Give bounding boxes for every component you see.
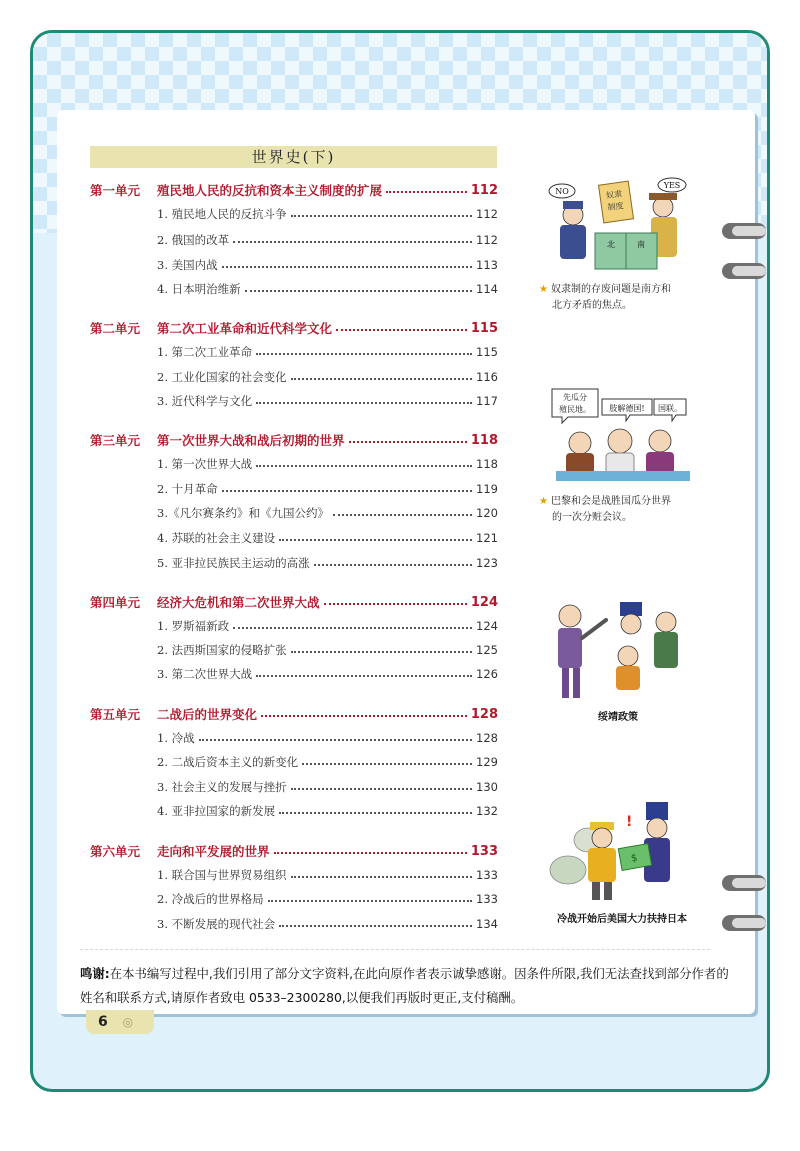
- item-page: 125: [476, 643, 498, 657]
- item-page: 112: [476, 233, 498, 247]
- label-south: 南: [637, 240, 645, 249]
- svg-text:制度: 制度: [607, 201, 625, 213]
- leader-dots: [256, 675, 472, 677]
- item-title: 3.《凡尔赛条约》和《九国公约》: [157, 506, 329, 520]
- unit-heading[interactable]: [90, 592, 498, 612]
- divider: [80, 949, 710, 950]
- item-page: 128: [476, 731, 498, 745]
- item-page: 126: [476, 667, 498, 681]
- item-title: 2. 冷战后的世界格局: [157, 892, 264, 906]
- toc-item[interactable]: [157, 640, 498, 660]
- leader-dots: [291, 378, 472, 380]
- item-page: 112: [476, 207, 498, 221]
- svg-text:国联。: 国联。: [658, 404, 682, 413]
- item-page: 130: [476, 780, 498, 794]
- unit-title: 经济大危机和第二次世界大战: [157, 595, 320, 610]
- leader-dots: [324, 603, 467, 605]
- svg-text:!: !: [626, 814, 633, 830]
- leader-dots: [386, 191, 467, 193]
- appeasement-caption: 绥靖政策: [598, 712, 638, 723]
- item-title: 3. 近代科学与文化: [157, 394, 253, 408]
- unit-heading[interactable]: [90, 180, 498, 200]
- unit-heading[interactable]: [90, 704, 498, 724]
- unit-label: 第三单元: [90, 433, 141, 448]
- binder-ring-icon: [722, 912, 766, 934]
- item-page: 132: [476, 804, 498, 818]
- toc-item[interactable]: [157, 391, 498, 411]
- item-title: 5. 亚非拉民族民主运动的高涨: [157, 556, 310, 570]
- toc-item[interactable]: [157, 279, 498, 299]
- toc-item[interactable]: [157, 865, 498, 885]
- leader-dots: [256, 353, 472, 355]
- leader-dots: [274, 852, 467, 854]
- item-title: 1. 罗斯福新政: [157, 619, 230, 633]
- leader-dots: [291, 876, 472, 878]
- unit-title: 第一次世界大战和战后初期的世界: [157, 433, 345, 448]
- toc-item[interactable]: [157, 801, 498, 821]
- toc-item[interactable]: [157, 889, 498, 909]
- leader-dots: [233, 241, 472, 243]
- unit-label: 第二单元: [90, 321, 141, 336]
- unit-page: 112: [470, 182, 498, 198]
- item-page: 133: [476, 892, 498, 906]
- leader-dots: [256, 402, 472, 404]
- item-title: 1. 殖民地人民的反抗斗争: [157, 207, 287, 221]
- svg-text:殖民地。: 殖民地。: [559, 405, 591, 414]
- coldwar-caption: 冷战开始后美国大力扶持日本: [557, 914, 687, 925]
- item-page: 120: [476, 506, 498, 520]
- unit-label: 第六单元: [90, 844, 141, 859]
- leader-dots: [261, 715, 467, 717]
- leader-dots: [291, 651, 472, 653]
- item-title: 2. 法西斯国家的侵略扩张: [157, 643, 287, 657]
- leader-dots: [291, 215, 472, 217]
- svg-text:奴隶: 奴隶: [605, 189, 623, 201]
- item-page: 119: [476, 482, 498, 496]
- leader-dots: [349, 441, 467, 443]
- toc-item[interactable]: [157, 367, 498, 387]
- toc-item[interactable]: [157, 255, 498, 275]
- star-icon: ★: [539, 284, 548, 295]
- label-north: 北: [607, 240, 615, 249]
- bubble-no: NO: [555, 187, 569, 196]
- ack-text: 在本书编写过程中,我们引用了部分文字资料,在此向原作者表示诚挚感谢。因条件所限,我们无法查找到部分作者的姓名和联系方式,请原作者致电 0533–2300280,以便我们再版时更正,支付稿酬。: [80, 966, 729, 1005]
- item-title: 2. 十月革命: [157, 482, 218, 496]
- binder-ring-icon: [722, 260, 766, 282]
- item-title: 3. 第二次世界大战: [157, 667, 253, 681]
- toc-item[interactable]: [157, 553, 498, 573]
- swirl-icon: ◎: [122, 1015, 134, 1029]
- page-number-value: 6: [98, 1014, 108, 1030]
- paris-caption: ★ 巴黎和会是战胜国瓜分世界 的一次分赃会议。: [539, 496, 671, 523]
- item-page: 118: [476, 457, 498, 471]
- appeasement-illustration: [548, 598, 688, 704]
- leader-dots: [291, 788, 472, 790]
- unit-page: 115: [470, 320, 498, 336]
- item-title: 4. 亚非拉国家的新发展: [157, 804, 276, 818]
- item-title: 1. 冷战: [157, 731, 195, 745]
- acknowledgement: [80, 962, 730, 1010]
- ack-label: 鸣谢:: [80, 966, 110, 981]
- item-title: 4. 日本明治维新: [157, 282, 241, 296]
- item-page: 133: [476, 868, 498, 882]
- toc-item[interactable]: [157, 616, 498, 636]
- unit-label: 第一单元: [90, 183, 141, 198]
- unit-page: 124: [470, 594, 498, 610]
- slavery-caption: ★ 奴隶制的存废问题是南方和 北方矛盾的焦点。: [539, 284, 671, 311]
- item-title: 1. 联合国与世界贸易组织: [157, 868, 287, 882]
- slavery-cartoon-illustration: [545, 175, 695, 280]
- bubble-yes: YES: [663, 181, 681, 190]
- unit-title: 第二次工业革命和近代科学文化: [157, 321, 333, 336]
- item-title: 1. 第二次工业革命: [157, 345, 253, 359]
- svg-text:$: $: [630, 852, 639, 865]
- toc-item[interactable]: [157, 204, 498, 224]
- leader-dots: [336, 329, 467, 331]
- item-page: 121: [476, 531, 498, 545]
- item-page: 123: [476, 556, 498, 570]
- item-page: 114: [476, 282, 498, 296]
- page-number: [86, 1010, 154, 1034]
- leader-dots: [279, 925, 472, 927]
- unit-heading[interactable]: [90, 318, 498, 338]
- svg-text:肢解德国!: 肢解德国!: [609, 404, 645, 413]
- unit-label: 第四单元: [90, 595, 141, 610]
- toc-item[interactable]: [157, 752, 498, 772]
- leader-dots: [233, 627, 472, 629]
- svg-text:先瓜分: 先瓜分: [563, 393, 587, 402]
- item-title: 1. 第一次世界大战: [157, 457, 253, 471]
- item-page: 115: [476, 345, 498, 359]
- leader-dots: [279, 812, 472, 814]
- paris-conference-illustration: [548, 385, 698, 485]
- item-title: 2. 二战后资本主义的新变化: [157, 755, 299, 769]
- leader-dots: [222, 490, 472, 492]
- unit-page: 133: [470, 843, 498, 859]
- leader-dots: [268, 900, 472, 902]
- section-title: 世界史(下): [90, 146, 497, 168]
- item-title: 4. 苏联的社会主义建设: [157, 531, 276, 545]
- unit-label: 第五单元: [90, 707, 141, 722]
- item-title: 2. 俄国的改革: [157, 233, 230, 247]
- leader-dots: [333, 514, 472, 516]
- toc-item[interactable]: [157, 777, 498, 797]
- binder-ring-icon: [722, 872, 766, 894]
- toc-item[interactable]: [157, 454, 498, 474]
- item-page: 117: [476, 394, 498, 408]
- item-title: 3. 不断发展的现代社会: [157, 917, 276, 931]
- unit-heading[interactable]: [90, 841, 498, 861]
- toc-item[interactable]: [157, 479, 498, 499]
- toc-item[interactable]: [157, 664, 498, 684]
- item-page: 129: [476, 755, 498, 769]
- item-page: 124: [476, 619, 498, 633]
- unit-heading[interactable]: [90, 430, 498, 450]
- leader-dots: [256, 465, 472, 467]
- leader-dots: [302, 763, 472, 765]
- item-page: 134: [476, 917, 498, 931]
- toc-item[interactable]: [157, 528, 498, 548]
- unit-page: 118: [470, 432, 498, 448]
- coldwar-illustration: [548, 800, 698, 905]
- leader-dots: [314, 564, 472, 566]
- unit-title: 二战后的世界变化: [157, 707, 258, 722]
- item-title: 3. 美国内战: [157, 258, 218, 272]
- binder-ring-icon: [722, 220, 766, 242]
- unit-title: 走向和平发展的世界: [157, 844, 270, 859]
- leader-dots: [222, 266, 472, 268]
- toc-item[interactable]: [157, 914, 498, 934]
- leader-dots: [279, 539, 472, 541]
- item-page: 116: [476, 370, 498, 384]
- toc-item[interactable]: [157, 230, 498, 250]
- item-title: 3. 社会主义的发展与挫折: [157, 780, 287, 794]
- item-title: 2. 工业化国家的社会变化: [157, 370, 287, 384]
- toc-item[interactable]: [157, 503, 498, 523]
- item-page: 113: [476, 258, 498, 272]
- leader-dots: [199, 739, 472, 741]
- leader-dots: [245, 290, 472, 292]
- star-icon: ★: [539, 496, 548, 507]
- unit-title: 殖民地人民的反抗和资本主义制度的扩展: [157, 183, 383, 198]
- toc-item[interactable]: [157, 728, 498, 748]
- unit-page: 128: [470, 706, 498, 722]
- toc-item[interactable]: [157, 342, 498, 362]
